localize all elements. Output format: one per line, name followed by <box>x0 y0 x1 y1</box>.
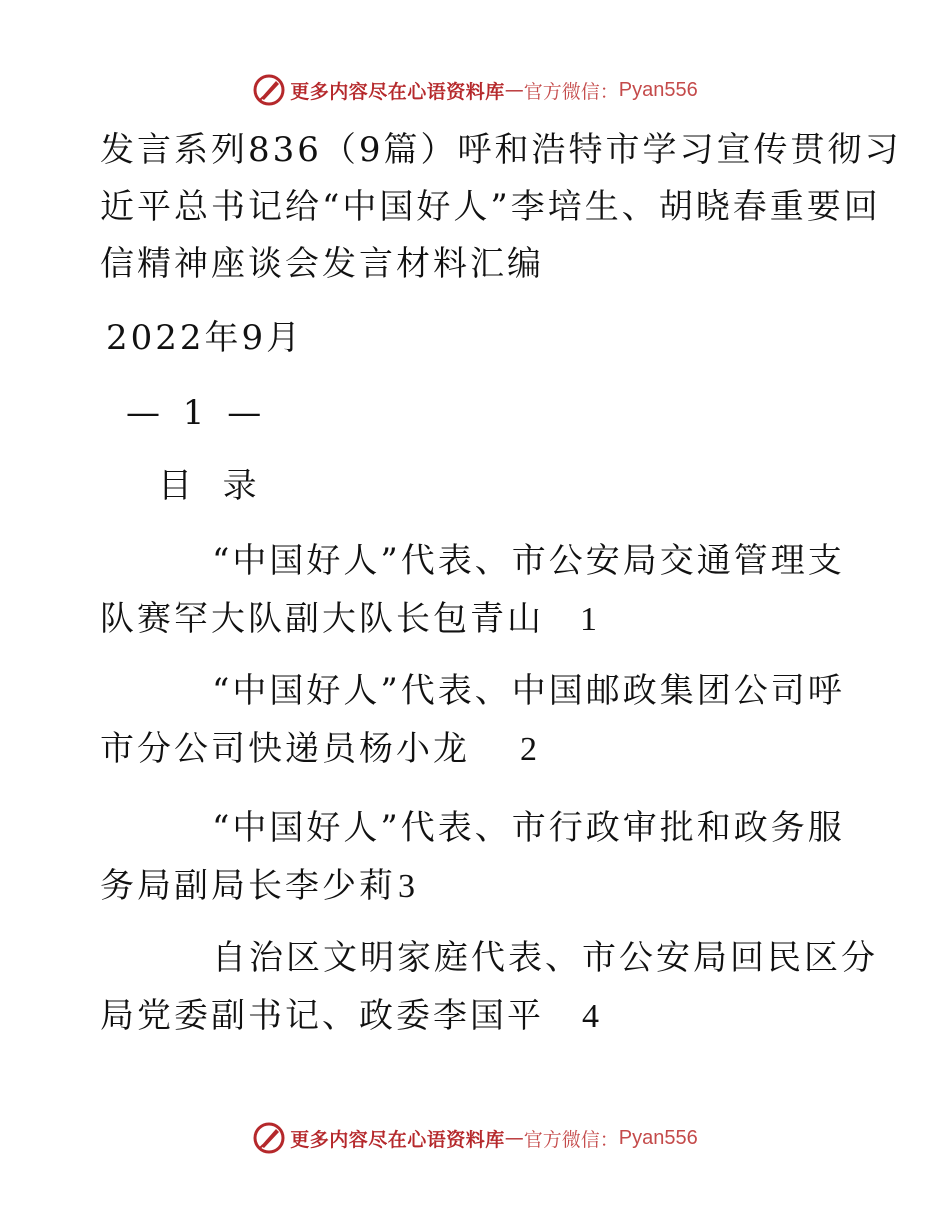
document-title-line-1: 发言系列836（9篇）呼和浩特市学习宣传贯彻习 <box>100 130 902 170</box>
toc-heading: 目 录 <box>158 466 260 506</box>
page-marker: — 1 — <box>126 393 268 433</box>
toc-entry-3-page: 3 <box>398 868 418 905</box>
watermark-text: 更多内容尽在心语资料库 <box>290 1128 505 1151</box>
toc-entry-4-page: 4 <box>582 998 602 1035</box>
watermark-dash: — <box>504 1127 524 1149</box>
quill-logo-icon <box>252 73 286 107</box>
watermark-wechat-id: Pyan556 <box>618 1126 698 1149</box>
toc-entry-3-line-1: “中国好人”代表、市行政审批和政务服 <box>212 808 845 848</box>
document-title-line-3: 信精神座谈会发言材料汇编 <box>100 244 544 284</box>
watermark-dash: — <box>504 79 524 101</box>
toc-entry-3-line-2 <box>100 866 418 907</box>
toc-entry-1-page: 1 <box>580 601 600 638</box>
watermark-wechat-label: 官方微信： <box>523 80 619 103</box>
watermark-wechat-label: 官方微信： <box>523 1128 619 1151</box>
watermark-banner-bottom <box>0 1118 950 1158</box>
document-title-line-2: 近平总书记给“中国好人”李培生、胡晓春重要回 <box>100 187 881 227</box>
quill-logo-icon <box>252 1121 286 1155</box>
toc-entry-4-text: 局党委副书记、政委李国平 <box>100 996 544 1036</box>
toc-entry-4-line-1: 自治区文明家庭代表、市公安局回民区分 <box>212 938 878 978</box>
toc-entry-1-text: 队赛罕大队副大队长包青山 <box>100 599 544 639</box>
toc-entry-2-page: 2 <box>520 731 540 768</box>
toc-entry-1-line-2 <box>100 599 600 640</box>
watermark-wechat-id: Pyan556 <box>618 78 698 101</box>
toc-entry-4-line-2 <box>100 996 602 1037</box>
toc-entry-3-text: 务局副局长李少莉 <box>100 866 396 906</box>
watermark-text: 更多内容尽在心语资料库 <box>290 80 505 103</box>
watermark-banner-top <box>0 70 950 110</box>
toc-entry-1-line-1: “中国好人”代表、市公安局交通管理支 <box>212 541 845 581</box>
toc-entry-2-line-2 <box>100 729 540 770</box>
toc-entry-2-text: 市分公司快递员杨小龙 <box>100 729 470 769</box>
document-date: 2022年9月 <box>106 318 304 358</box>
toc-entry-2-line-1: “中国好人”代表、中国邮政集团公司呼 <box>212 671 845 711</box>
